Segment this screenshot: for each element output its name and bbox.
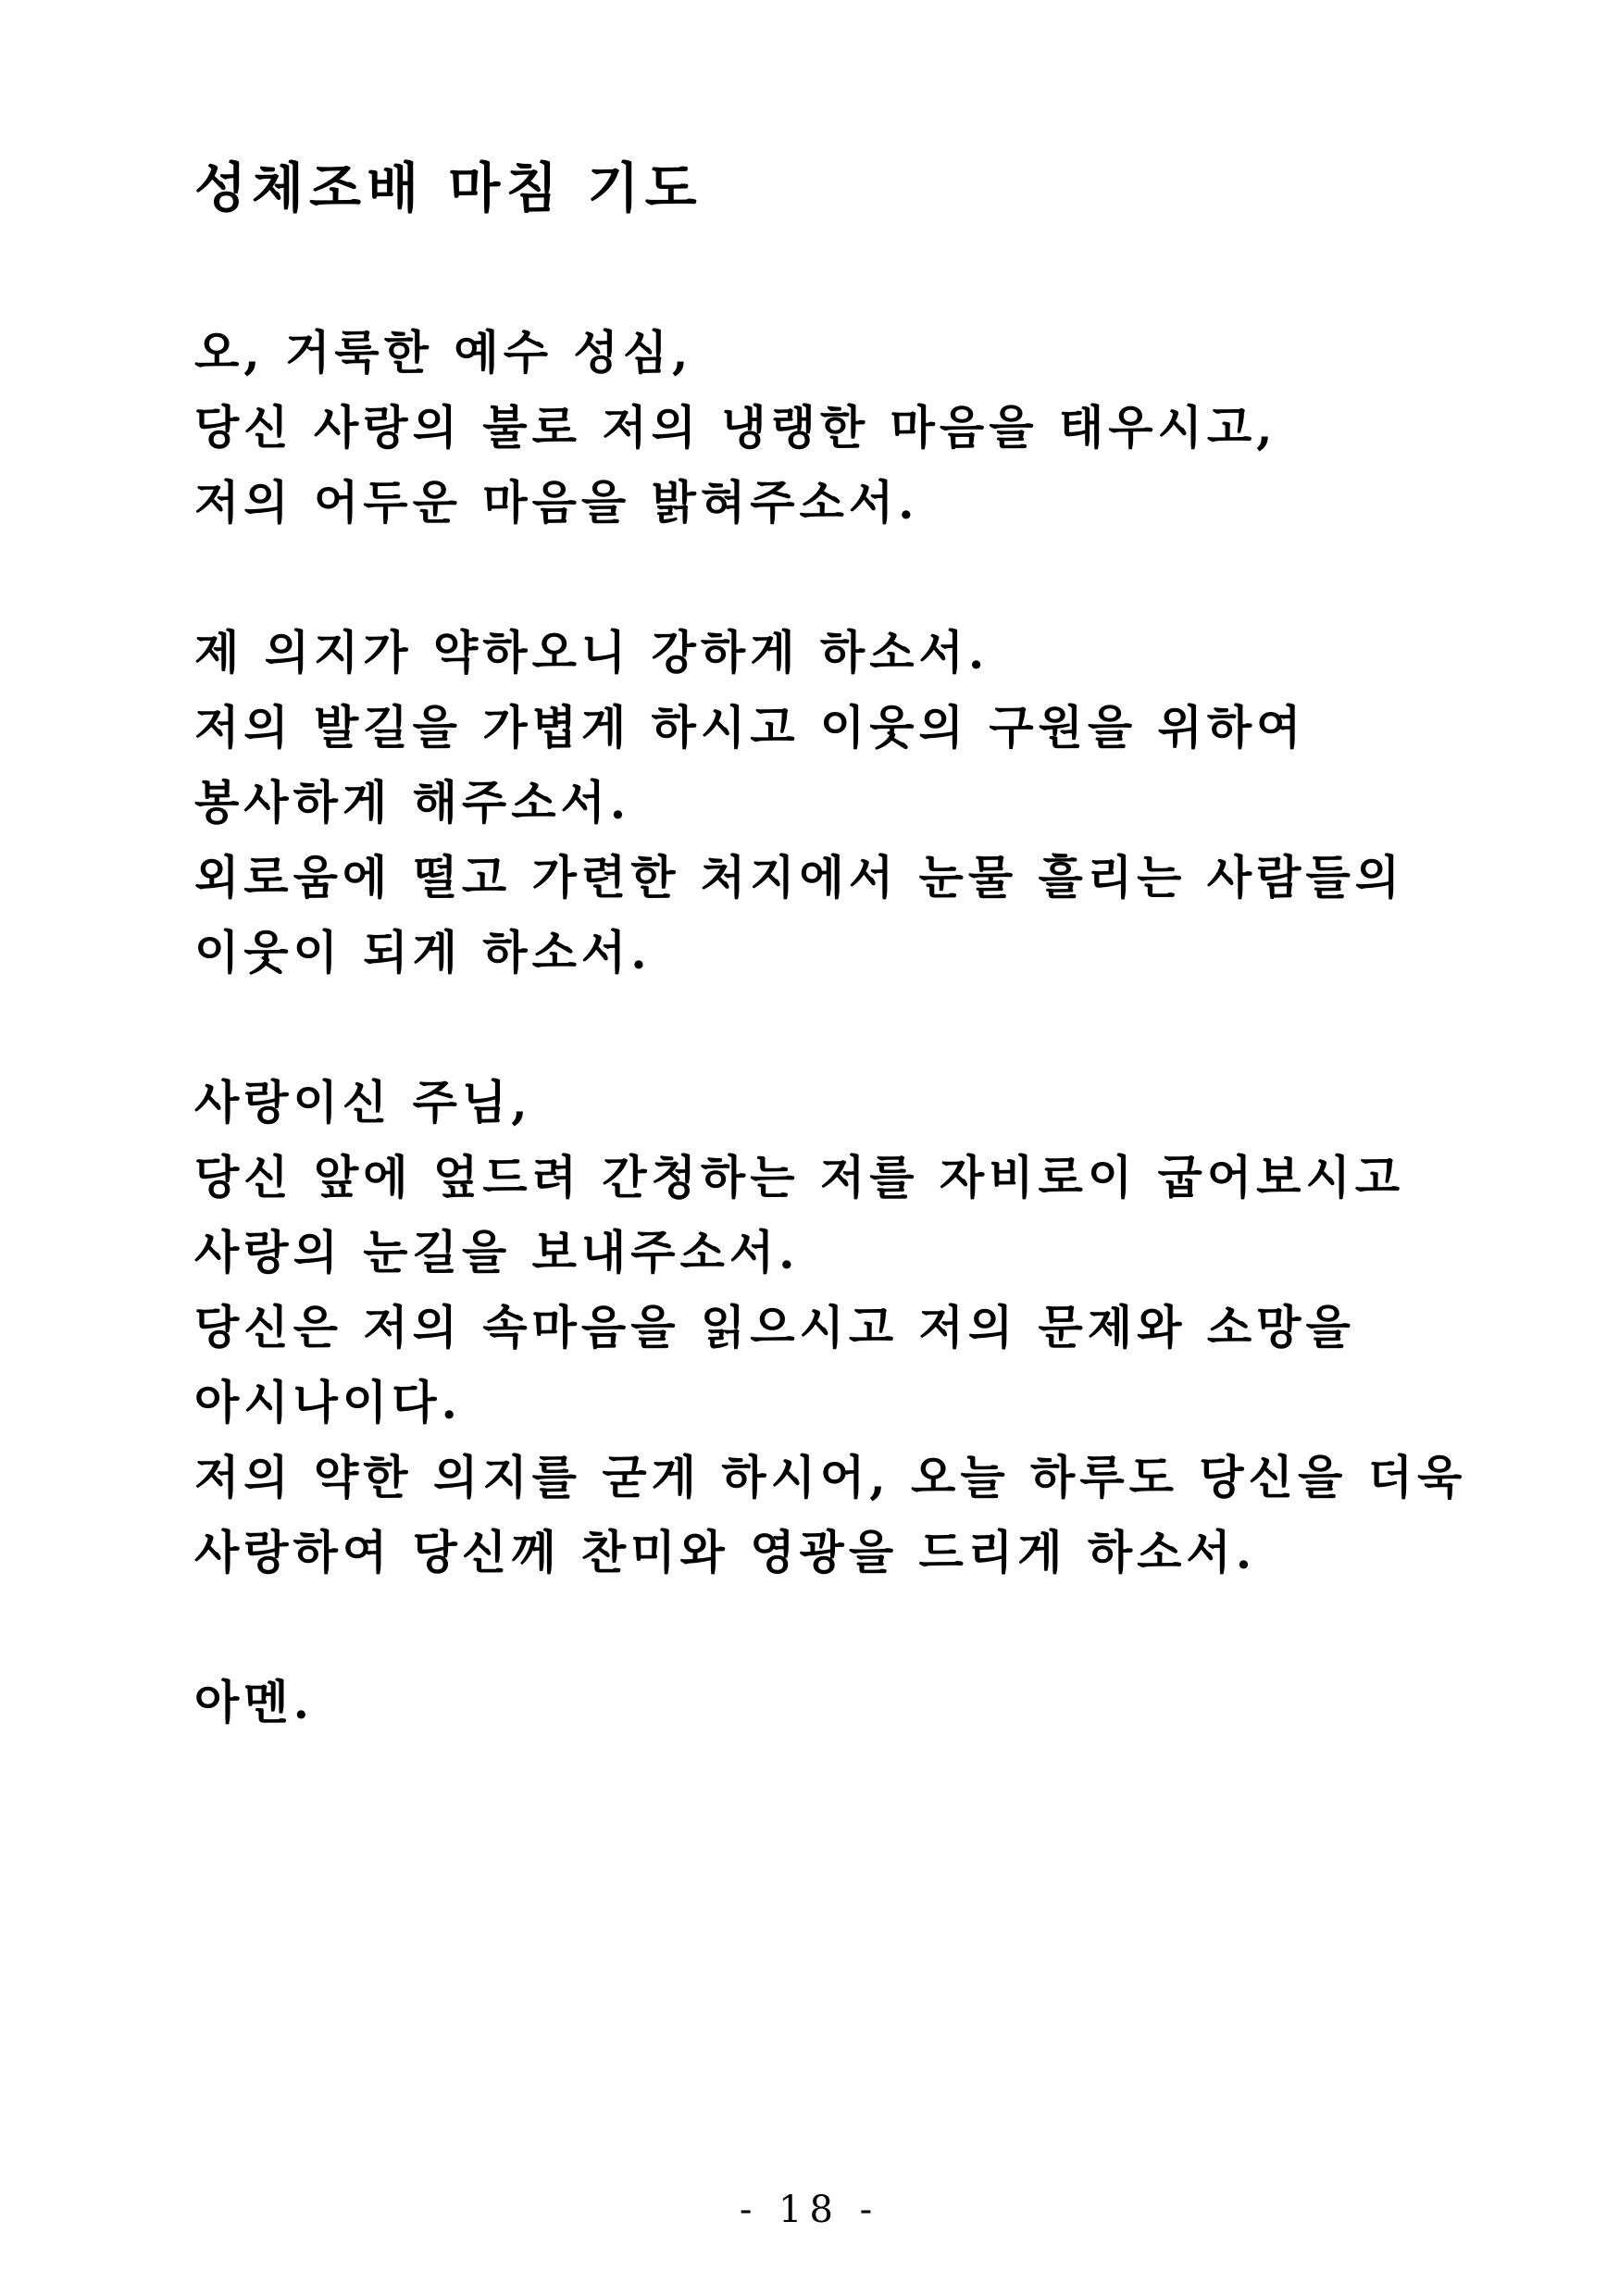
stanza-1 [194, 315, 1509, 540]
prayer-line: 봉사하게 해주소서. [194, 775, 631, 830]
prayer-line: 이웃이 되게 하소서. [194, 925, 652, 980]
prayer-line: 저의 어두운 마음을 밝혀주소서. [194, 475, 919, 530]
prayer-line: 저의 발길을 가볍게 하시고 이웃의 구원을 위하여 [194, 700, 1306, 755]
prayer-line: 아시나이다. [194, 1375, 462, 1429]
stanza-break [194, 990, 1509, 1065]
prayer-line: 당신은 저의 속마음을 읽으시고 저의 문제와 소망을 [194, 1300, 1355, 1354]
prayer-body [194, 315, 1509, 1740]
prayer-line: 오, 거룩한 예수 성심, [194, 325, 693, 380]
prayer-line: 사랑의 눈길을 보내주소서. [194, 1225, 800, 1279]
page-number: - 18 - [739, 2189, 880, 2231]
stanza-3 [194, 1065, 1509, 1590]
stanza-2 [194, 615, 1509, 990]
prayer-line: 당신 앞에 엎드려 간청하는 저를 자비로이 굽어보시고 [194, 1150, 1405, 1204]
prayer-line: 저의 약한 의지를 굳게 하시어, 오늘 하루도 당신을 더욱 [194, 1450, 1467, 1504]
amen-line: 아멘. [194, 1675, 315, 1729]
stanza-break [194, 1590, 1509, 1665]
prayer-title: 성체조배 마침 기도 [194, 156, 703, 219]
prayer-line: 제 의지가 약하오니 강하게 하소서. [194, 625, 990, 680]
stanza-break [194, 540, 1509, 615]
prayer-line: 외로움에 떨고 가련한 처지에서 눈물 흘리는 사람들의 [194, 850, 1405, 905]
prayer-line: 사랑하여 당신께 찬미와 영광을 드리게 하소서. [194, 1525, 1257, 1579]
stanza-4 [194, 1665, 1509, 1740]
prayer-line: 당신 사랑의 불로 저의 냉랭한 마음을 태우시고, [194, 400, 1277, 455]
prayer-line: 사랑이신 주님, [194, 1075, 532, 1129]
